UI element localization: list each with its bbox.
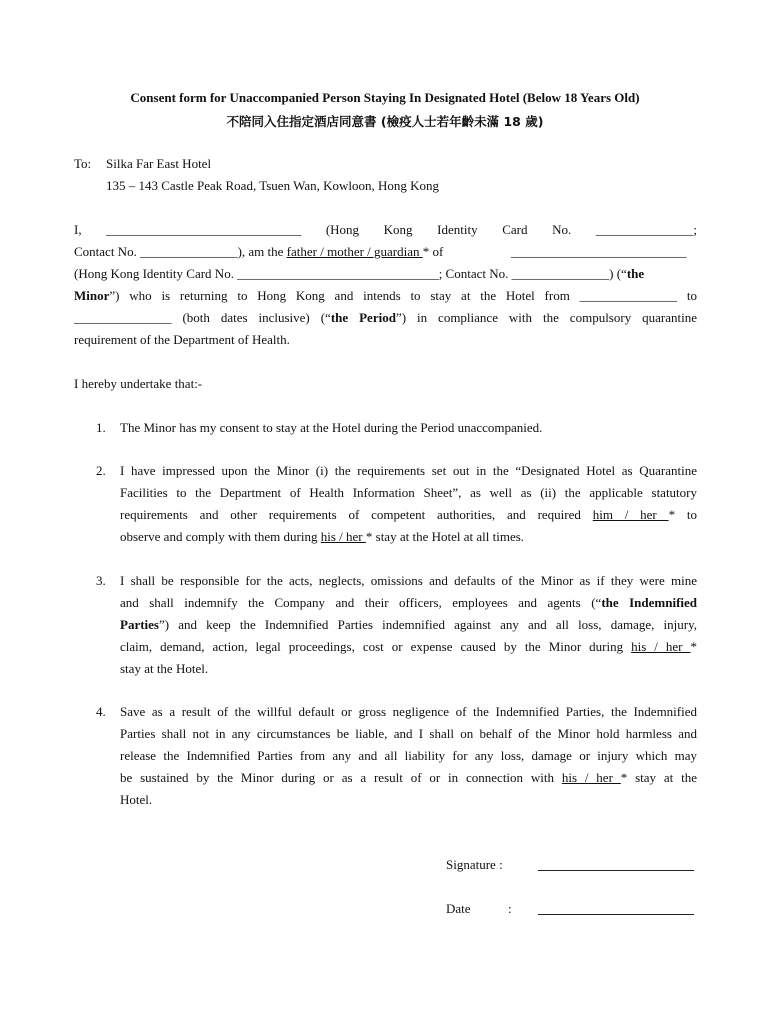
item3-line2	[120, 595, 697, 611]
pronoun-field: his / her	[561, 770, 621, 785]
item4-line4-text: be sustained by the Minor during or as a result of or in connection with	[120, 770, 562, 785]
item2-line4-tail: * stay at the Hotel at all times.	[365, 529, 525, 544]
item3-line5: stay at the Hotel.	[120, 661, 209, 676]
para1-line3	[74, 266, 697, 282]
item4-line4-tail: * stay at the	[620, 770, 697, 785]
para1-line4	[74, 288, 697, 304]
item2-line3-text: requirements and other requirements of competent authorities, and required	[120, 507, 593, 522]
item-number-4: 4.	[96, 704, 106, 719]
indemnified-term: the Indemnified	[601, 595, 698, 610]
item-number-3: 3.	[96, 573, 106, 588]
para1-line2-text: Contact No. _______________), am the	[74, 244, 287, 259]
item2-line2: Facilities to the Department of Health Information Sheet”, as well as (ii) the applicable statutory	[120, 485, 697, 500]
item-number-2: 2.	[96, 463, 106, 478]
para1-line3-text: (Hong Kong Identity Card No. _______________________________; Contact No. _______________) (“	[74, 266, 627, 281]
item1-line1: The Minor has my consent to stay at the Hotel during the Period unaccompanied.	[120, 420, 543, 435]
pronoun-field: him / her	[592, 507, 669, 522]
item3-line4-tail: *	[690, 639, 697, 654]
hotel-address: 135 – 143 Castle Peak Road, Tsuen Wan, Kowloon, Hong Kong	[106, 178, 440, 193]
para1-line4-text: ”) who is returning to Hong Kong and intends to stay at the Hotel from _______________ to	[109, 288, 697, 303]
para1-line2	[74, 244, 697, 260]
item2-line3-tail: * to	[668, 507, 698, 522]
title-english: Consent form for Unaccompanied Person Staying In Designated Hotel (Below 18 Years Old)	[130, 90, 640, 105]
item3-line1: I shall be responsible for the acts, neglects, omissions and defaults of the Minor as if they were mine	[120, 573, 697, 588]
item4-line4	[120, 770, 697, 786]
period-term: the Period	[330, 310, 396, 325]
item3-line4	[120, 639, 697, 655]
para1-line2-of: * of	[422, 244, 444, 259]
item3-line4-text: claim, demand, action, legal proceedings, cost or expense caused by the Minor during	[120, 639, 632, 654]
date-field[interactable]	[538, 914, 694, 915]
item2-line4-text: observe and comply with them during	[120, 529, 321, 544]
to-label: To:	[74, 156, 92, 171]
para1-line3-bold: the	[626, 266, 645, 281]
item-number-1: 1.	[96, 420, 106, 435]
relation-field: father / mother / guardian	[286, 244, 423, 259]
to-line	[74, 156, 697, 172]
pronoun-field: his / her	[320, 529, 366, 544]
item4-line1: Save as a result of the willful default or gross negligence of the Indemnified Parties, the Indemnified	[120, 704, 697, 719]
para1-line5	[74, 310, 697, 326]
parties-term: Parties	[120, 617, 159, 632]
item3-line2-text: and shall indemnify the Company and their officers, employees and agents (“	[120, 595, 602, 610]
minor-name-blank: ___________________________	[511, 244, 687, 259]
item4-line3: release the Indemnified Parties from any and all liability for any loss, damage or injury which may	[120, 748, 697, 763]
date-colon: :	[508, 901, 512, 916]
para1-line6: requirement of the Department of Health.	[74, 332, 290, 347]
para1-line1: I, ______________________________ (Hong Kong Identity Card No. _______________;	[74, 222, 697, 237]
pronoun-field: his / her	[631, 639, 691, 654]
undertake-heading: I hereby undertake that:-	[74, 376, 203, 391]
item4-line2: Parties shall not in any circumstances be liable, and I shall on behalf of the Minor hold harmless and	[120, 726, 697, 741]
para1-line5-tail: ”) in compliance with the compulsory quarantine	[395, 310, 698, 325]
item3-line3	[120, 617, 697, 633]
item3-line3-text: ”) and keep the Indemnified Parties indemnified against any and all loss, damage, injury,	[158, 617, 697, 632]
item2-line4	[120, 529, 697, 545]
signature-label: Signature :	[446, 857, 503, 872]
item2-line3	[120, 507, 697, 523]
signature-field[interactable]	[538, 870, 694, 871]
date-label: Date	[446, 901, 471, 916]
title-chinese: 不陪同入住指定酒店同意書 (檢疫人士若年齡未滿 18 歲)	[226, 114, 544, 129]
item4-line5: Hotel.	[120, 792, 153, 807]
item2-line1: I have impressed upon the Minor (i) the requirements set out in the “Designated Hotel as Quarantine	[120, 463, 697, 478]
para1-line5-text: _______________ (both dates inclusive) (“	[74, 310, 331, 325]
minor-term: Minor	[74, 288, 110, 303]
hotel-name: Silka Far East Hotel	[106, 156, 212, 171]
